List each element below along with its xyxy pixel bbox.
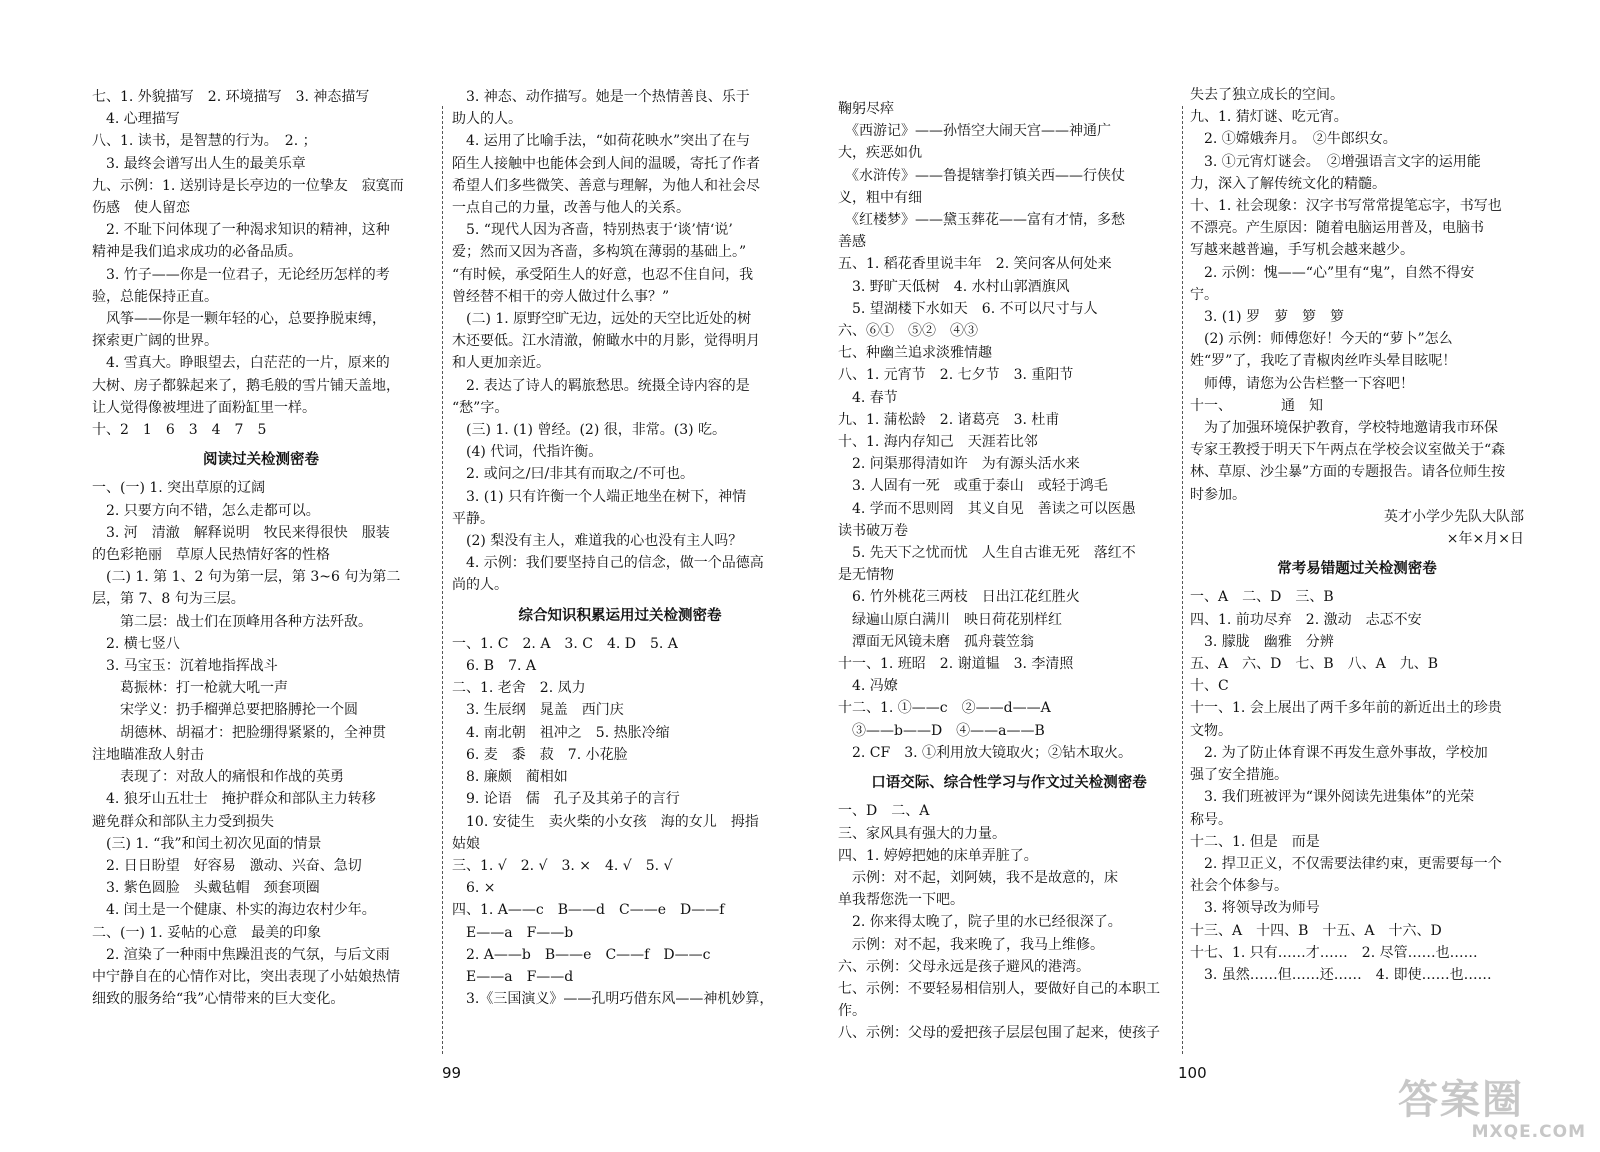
answer-line: 第二层：战士们在顶峰用各种方法歼敌。 xyxy=(92,613,372,630)
answer-line: 胡德林、胡福才：把脸绷得紧紧的，全神贯 xyxy=(92,724,386,741)
answer-line: 2. 渲染了一种雨中焦躁沮丧的气氛，与后文雨 xyxy=(92,946,390,963)
answer-line: 验，总能保持正直。 xyxy=(92,288,218,305)
answer-line: 示例：对不起，刘阿姨，我不是故意的，床 xyxy=(838,869,1118,886)
answer-line: 2. 表达了诗人的羁旅愁思。统摄全诗内容的是 xyxy=(452,377,750,394)
answer-line: 《水浒传》——鲁提辖拳打镇关西——行侠仗 xyxy=(838,167,1125,184)
answer-line: 3. 朦胧 幽雅 分辨 xyxy=(1190,633,1334,650)
answer-line: 示例：对不起，我来晚了，我马上维修。 xyxy=(838,936,1104,953)
answer-line: 义，粗中有细 xyxy=(838,189,922,206)
answer-line: E——a F——d xyxy=(452,968,574,985)
answer-line: 2. ①嫦娥奔月。 ②牛郎织女。 xyxy=(1190,131,1397,148)
answer-line: 五、A 六、D 七、B 八、A 九、B xyxy=(1190,656,1439,673)
answer-line: 3. (1) 罗 萝 箩 箩 xyxy=(1190,309,1345,326)
column-2 xyxy=(452,86,788,1010)
answer-line: 读书破万卷 xyxy=(838,522,908,539)
answer-line: 探索更广阔的世界。 xyxy=(92,333,218,350)
answer-line: 十、C xyxy=(1190,678,1229,695)
answer-line: 3. 竹子——你是一位君子，无论经历怎样的考 xyxy=(92,266,390,283)
answer-line: “有时候，承受陌生人的好意，也忍不住自问，我 xyxy=(452,266,754,283)
answer-line: 表现了：对敌人的痛恨和作战的英勇 xyxy=(92,769,344,786)
answer-line: 四、1. 婷婷把她的床单弄脏了。 xyxy=(838,847,1038,864)
answer-line: 4. 闰土是一个健康、朴实的海边农村少年。 xyxy=(92,902,376,919)
answer-line: 大树、房子都躲起来了，鹅毛般的雪片铺天盖地， xyxy=(92,377,400,394)
answer-line: 一、A 二、D 三、B xyxy=(1190,589,1334,606)
answer-line: 一、(一) 1. 突出草原的辽阔 xyxy=(92,480,266,497)
answer-line: 5. “现代人因为吝啬，特别热衷于‘谈’情‘说’ xyxy=(452,222,733,239)
answer-line: 曾经替不相干的旁人做过什么事？” xyxy=(452,288,670,305)
answer-line: 葛振林：打一枪就大吼一声 xyxy=(92,680,288,697)
answer-line: (三) 1. (1) 曾经。(2) 很，非常。(3) 吃。 xyxy=(452,422,727,439)
answer-line: 的色彩艳丽 草原人民热情好客的性格 xyxy=(92,547,330,564)
answer-line: 社会个体参与。 xyxy=(1190,878,1288,895)
answer-line: 十、2 1 6 3 4 7 5 xyxy=(92,422,267,439)
answer-line: 力，深入了解传统文化的精髓。 xyxy=(1190,175,1386,192)
answer-line: 失去了独立成长的空间。 xyxy=(1190,87,1344,103)
answer-line: 6. 竹外桃花三两枝 日出江花红胜火 xyxy=(838,589,1080,606)
answer-line: 《西游记》——孙悟空大闹天宫——神通广 xyxy=(838,123,1111,140)
answer-line: 2. CF 3. ①利用放大镜取火；②钻木取火。 xyxy=(838,744,1133,761)
answer-line: 姓“罗”了，我吃了青椒肉丝咋头晕目眩呢！ xyxy=(1190,353,1457,370)
answer-line: 十二、1. 但是 而是 xyxy=(1190,833,1320,850)
answer-line: 伤感 使人留恋 xyxy=(92,200,190,217)
answer-line: 4. 运用了比喻手法，“如荷花映水”突出了在与 xyxy=(452,133,751,150)
answer-line: 4. 雪真大。睁眼望去，白茫茫的一片，原来的 xyxy=(92,355,390,372)
answer-line: 时参加。 xyxy=(1190,486,1246,503)
answer-line: 2. 示例：愧——“心”里有“鬼”，自然不得安 xyxy=(1190,264,1475,281)
answer-line: 十二、1. ①——c ②——d——A xyxy=(838,700,1051,717)
answer-line: 8. 廉颇 蔺相如 xyxy=(452,769,568,786)
answer-line: 4. 春节 xyxy=(838,389,898,406)
answer-line: 尚的人。 xyxy=(452,577,508,594)
answer-line: 四、1. 前功尽弃 2. 激动 忐忑不安 xyxy=(1190,611,1422,628)
answer-line: 和人更加亲近。 xyxy=(452,355,550,372)
answer-line: 3. 神态、动作描写。她是一个热情善良、乐于 xyxy=(452,89,750,105)
answer-line: 七、示例：不要轻易相信别人，要做好自己的本职工 xyxy=(838,980,1160,997)
answer-line: 鞠躬尽瘁 xyxy=(838,101,894,117)
answer-line: 4. 学而不思则罔 其义自见 善读之可以医愚 xyxy=(838,500,1136,517)
answer-line: 宋学义：扔手榴弹总要把胳膊抡一个圆 xyxy=(92,702,358,719)
section-heading: 综合知识积累运用过关检测密卷 xyxy=(518,607,722,624)
column-3 xyxy=(838,98,1180,1045)
answer-line: 3. 我们班被评为“课外阅读先进集体”的光荣 xyxy=(1190,789,1475,806)
column-divider xyxy=(1182,106,1183,1054)
answer-line: 4. 示例：我们要坚持自己的信念，做一个品德高 xyxy=(452,555,764,572)
answer-line: 绿遍山原白满川 映日荷花别样红 xyxy=(838,611,1062,628)
answer-line: (2) 梨没有主人，难道我的心也没有主人吗？ xyxy=(452,533,743,550)
answer-line: 2. A——b B——e C——f D——c xyxy=(452,946,711,963)
answer-line: 让人觉得像被埋进了面粉缸里一样。 xyxy=(92,399,316,416)
answer-line: 3.《三国演义》——孔明巧借东风——神机妙算， xyxy=(452,991,774,1008)
column-4 xyxy=(1190,84,1524,986)
answer-line: 十一、 通 知 xyxy=(1190,397,1323,414)
answer-line: 爱；然而又因为吝啬，多构筑在薄弱的基础上。” xyxy=(452,244,747,261)
answer-line: 风筝——你是一颗年轻的心，总要挣脱束缚， xyxy=(92,311,386,328)
answer-line: 《红楼梦》——黛玉葬花——富有才情，多愁 xyxy=(838,212,1125,229)
answer-line: 注地瞄准敌人射击 xyxy=(92,746,204,763)
answer-line: 单我帮您洗一下吧。 xyxy=(838,892,964,909)
answer-line: (三) 1. “我”和闰土初次见面的情景 xyxy=(92,835,322,852)
answer-line: 七、种幽兰追求淡雅情趣 xyxy=(838,345,992,362)
answer-line: 平静。 xyxy=(452,510,494,527)
answer-line: (二) 1. 第 1、2 句为第一层，第 3~6 句为第二 xyxy=(92,569,401,586)
answer-line: 细致的服务给“我”心情带来的巨大变化。 xyxy=(92,991,345,1008)
answer-line: 八、1. 元宵节 2. 七夕节 3. 重阳节 xyxy=(838,367,1074,384)
answer-line: 一、D 二、A xyxy=(838,803,930,820)
answer-line: 二、1. 老舍 2. 凤力 xyxy=(452,680,586,697)
answer-line: (二) 1. 原野空旷无边，远处的天空比近处的树 xyxy=(452,311,752,328)
answer-line: 6. 麦 黍 菽 7. 小花脸 xyxy=(452,746,628,763)
answer-line: 善感 xyxy=(838,234,866,251)
answer-line: 六、⑥① ⑤② ④③ xyxy=(838,323,978,340)
answer-line: 3. ①元宵灯谜会。 ②增强语言文字的运用能 xyxy=(1190,153,1481,170)
answer-line: 3. 最终会谱写出人生的最美乐章 xyxy=(92,155,306,172)
answer-line: 文物。 xyxy=(1190,722,1232,739)
answer-line: 专家王教授于明天下午两点在学校会议室做关于“森 xyxy=(1190,442,1506,459)
answer-line: 2. 只要方向不错，怎么走都可以。 xyxy=(92,502,320,519)
answer-line: 八、示例：父母的爱把孩子层层包围了起来，使孩子 xyxy=(838,1025,1160,1042)
answer-line: 4. 狼牙山五壮士 掩护群众和部队主力转移 xyxy=(92,791,376,808)
answer-line: 六、示例：父母永远是孩子避风的港湾。 xyxy=(838,958,1090,975)
answer-line: 四、1. A——c B——d C——e D——f xyxy=(452,902,725,919)
section-heading: 常考易错题过关检测密卷 xyxy=(1277,561,1437,578)
answer-line: 九、1. 蒲松龄 2. 诸葛亮 3. 杜甫 xyxy=(838,411,1060,428)
answer-line: 为了加强环境保护教育，学校特地邀请我市环保 xyxy=(1190,420,1498,437)
answer-line: 4. 心理描写 xyxy=(92,111,180,128)
answer-line: ×年×月×日 xyxy=(1446,531,1524,548)
answer-line: ③——b——D ④——a——B xyxy=(838,722,1045,739)
answer-line: 十三、A 十四、B 十五、A 十六、D xyxy=(1190,922,1442,939)
answer-line: 十一、1. 会上展出了两千多年前的新近出土的珍贵 xyxy=(1190,700,1502,717)
watermark-logo xyxy=(1398,1078,1586,1144)
answer-line: 二、(一) 1. 妥帖的心意 最美的印象 xyxy=(92,924,322,941)
answer-line: 十、1. 社会现象：汉字书写常常提笔忘字，书写也 xyxy=(1190,198,1502,215)
page-number-left: 99 xyxy=(442,1064,462,1082)
answer-line: 木还要低。江水清澈，俯瞰水中的月影，觉得明月 xyxy=(452,333,760,350)
answer-line: 称号。 xyxy=(1190,811,1232,828)
section-heading: 阅读过关检测密卷 xyxy=(203,452,319,469)
answer-line: 助人的人。 xyxy=(452,111,522,128)
answer-line: 6. B 7. A xyxy=(452,658,537,675)
answer-line: 中宁静自在的心情作对比，突出表现了小姑娘热情 xyxy=(92,968,400,985)
answer-line: 2. 或问之/曰/非其有而取之/不可也。 xyxy=(452,466,694,483)
answer-line: 一点自己的力量，改善与他人的关系。 xyxy=(452,200,690,217)
answer-line: 强了安全措施。 xyxy=(1190,767,1288,784)
answer-line: 八、1. 读书，是智慧的行为。 2. ； xyxy=(92,133,317,150)
answer-line: 3. 河 清澈 解释说明 牧民来得很快 服装 xyxy=(92,524,390,541)
answer-line: 2. 为了防止体育课不再发生意外事故，学校加 xyxy=(1190,744,1488,761)
answer-line: 2. 问渠那得清如许 为有源头活水来 xyxy=(838,456,1080,473)
answer-line: 2. 日日盼望 好容易 激动、兴奋、急切 xyxy=(92,857,362,874)
answer-line: 2. 你来得太晚了，院子里的水已经很深了。 xyxy=(838,914,1122,931)
answer-line: 避免群众和部队主力受到损失 xyxy=(92,813,274,830)
answer-line: 5. 望湖楼下水如天 6. 不可以尺寸与人 xyxy=(838,300,1098,317)
answer-line: E——a F——b xyxy=(452,924,574,941)
answer-line: 九、示例：1. 送别诗是长亭边的一位挚友 寂寞而 xyxy=(92,177,404,194)
answer-line: 林、草原、沙尘暴”方面的专题报告。请各位师生按 xyxy=(1190,464,1506,481)
answer-line: 层，第 7、8 句为三层。 xyxy=(92,591,245,608)
answer-line: 一、1. C 2. A 3. C 4. D 5. A xyxy=(452,635,678,652)
page-number-right: 100 xyxy=(1178,1064,1207,1082)
answer-line: 精神是我们追求成功的必备品质。 xyxy=(92,244,302,261)
answer-line: 宁。 xyxy=(1190,286,1218,303)
answer-line: 3. 将领导改为师号 xyxy=(1190,900,1320,917)
answer-line: 三、家风具有强大的力量。 xyxy=(838,825,1006,842)
answer-line: 3. 生辰纲 晁盖 西门庆 xyxy=(452,702,624,719)
answer-line: 2. 横七竖八 xyxy=(92,635,180,652)
watermark-sub: MXQE.COM xyxy=(1471,1122,1586,1142)
answer-line: 3. 人固有一死 或重于泰山 或轻于鸿毛 xyxy=(838,478,1108,495)
answer-line: 3. 马宝玉：沉着地指挥战斗 xyxy=(92,658,278,675)
column-divider xyxy=(442,106,443,1054)
answer-line: 十、1. 海内存知己 天涯若比邻 xyxy=(838,434,1038,451)
answer-line: 3. 野旷天低树 4. 水村山郭酒旗风 xyxy=(838,278,1070,295)
answer-line: 九、1. 猜灯谜、吃元宵。 xyxy=(1190,109,1348,126)
answer-line: 大，疾恶如仇 xyxy=(838,145,922,162)
answer-line: 5. 先天下之忧而忧 人生自古谁无死 落红不 xyxy=(838,545,1136,562)
answer-line: 写越来越普遍，手写机会越来越少。 xyxy=(1190,242,1414,259)
answer-line: 2. 不耻下问体现了一种渴求知识的精神，这种 xyxy=(92,222,390,239)
answer-line: 作。 xyxy=(838,1003,866,1020)
answer-line: 4. 冯嫽 xyxy=(838,678,898,695)
answer-line: 3. 紫色圆脸 头戴毡帽 颈套项圈 xyxy=(92,880,320,897)
answer-line: 4. 南北朝 祖冲之 5. 热胀冷缩 xyxy=(452,724,670,741)
answer-line: 不漂亮。产生原因：随着电脑运用普及，电脑书 xyxy=(1190,220,1484,237)
answer-line: (2) 示例：师傅您好！今天的“萝卜”怎么 xyxy=(1190,331,1453,348)
answer-line: “愁”字。 xyxy=(452,399,509,416)
answer-line: 9. 论语 儒 孔子及其弟子的言行 xyxy=(452,791,680,808)
answer-line: 希望人们多些微笑、善意与理解，为他人和社会尽 xyxy=(452,177,760,194)
answer-line: 10. 安徒生 卖火柴的小女孩 海的女儿 拇指 xyxy=(452,813,759,830)
section-heading: 口语交际、综合性学习与作文过关检测密卷 xyxy=(871,775,1147,792)
answer-line: 师傅，请您为公告栏整一下容吧！ xyxy=(1190,375,1414,392)
answer-line: 十七、1. 只有……才…… 2. 尽管……也…… xyxy=(1190,944,1478,961)
answer-line: 英才小学少先队大队部 xyxy=(1384,508,1524,525)
answer-line: (4) 代词，代指许衡。 xyxy=(452,444,603,461)
column-1 xyxy=(92,86,430,1010)
answer-line: 3. (1) 只有许衡一个人端正地坐在树下，神情 xyxy=(452,488,747,505)
answer-line: 潭面无风镜未磨 孤舟蓑笠翁 xyxy=(838,633,1034,650)
answer-line: 七、1. 外貌描写 2. 环境描写 3. 神态描写 xyxy=(92,89,370,105)
answer-line: 三、1. √ 2. √ 3. × 4. √ 5. √ xyxy=(452,857,673,874)
answer-line: 五、1. 稻花香里说丰年 2. 笑问客从何处来 xyxy=(838,256,1112,273)
answer-line: 是无情物 xyxy=(838,567,894,584)
answer-line: 十一、1. 班昭 2. 谢道韫 3. 李清照 xyxy=(838,656,1074,673)
answer-line: 姑娘 xyxy=(452,835,480,852)
answer-line: 2. 捍卫正义，不仅需要法律约束，更需要每一个 xyxy=(1190,855,1502,872)
answer-line: 6. × xyxy=(452,880,496,897)
answer-line: 陌生人接触中也能体会到人间的温暖，寄托了作者 xyxy=(452,155,760,172)
watermark-main: 答案圈 xyxy=(1398,1077,1524,1123)
answer-line: 3. 虽然……但……还…… 4. 即使……也…… xyxy=(1190,966,1492,983)
